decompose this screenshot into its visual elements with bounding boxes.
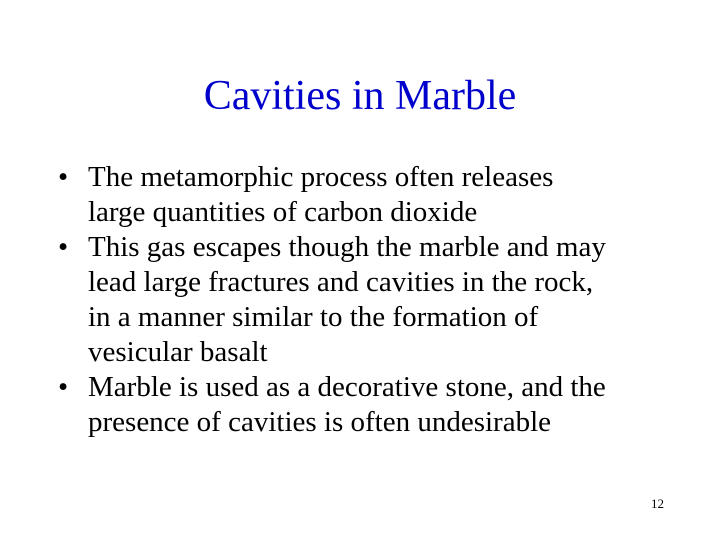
bullet-item bbox=[58, 230, 678, 370]
bullet-marker: • bbox=[58, 371, 69, 403]
slide-title: Cavities in Marble bbox=[203, 73, 517, 119]
bullet-text bbox=[88, 230, 678, 370]
bullet-list bbox=[58, 160, 678, 440]
bullet-line: This gas escapes though the marble and may bbox=[88, 231, 606, 263]
bullet-line: presence of cavities is often undesirable bbox=[88, 406, 552, 438]
bullet-item bbox=[58, 160, 678, 230]
bullet-line: in a manner similar to the formation of bbox=[88, 301, 539, 333]
bullet-line: Marble is used as a decorative stone, and the bbox=[88, 371, 606, 403]
bullet-line: large quantities of carbon dioxide bbox=[88, 196, 478, 228]
bullet-line: The metamorphic process often releases bbox=[88, 161, 554, 193]
bullet-item bbox=[58, 370, 678, 440]
bullet-text bbox=[88, 370, 678, 440]
bullet-marker: • bbox=[58, 161, 69, 193]
page-number: 12 bbox=[651, 496, 664, 511]
bullet-line: vesicular basalt bbox=[88, 336, 268, 368]
bullet-line: lead large fractures and cavities in the rock, bbox=[88, 266, 594, 298]
bullet-text bbox=[88, 160, 678, 230]
bullet-marker: • bbox=[58, 231, 69, 263]
